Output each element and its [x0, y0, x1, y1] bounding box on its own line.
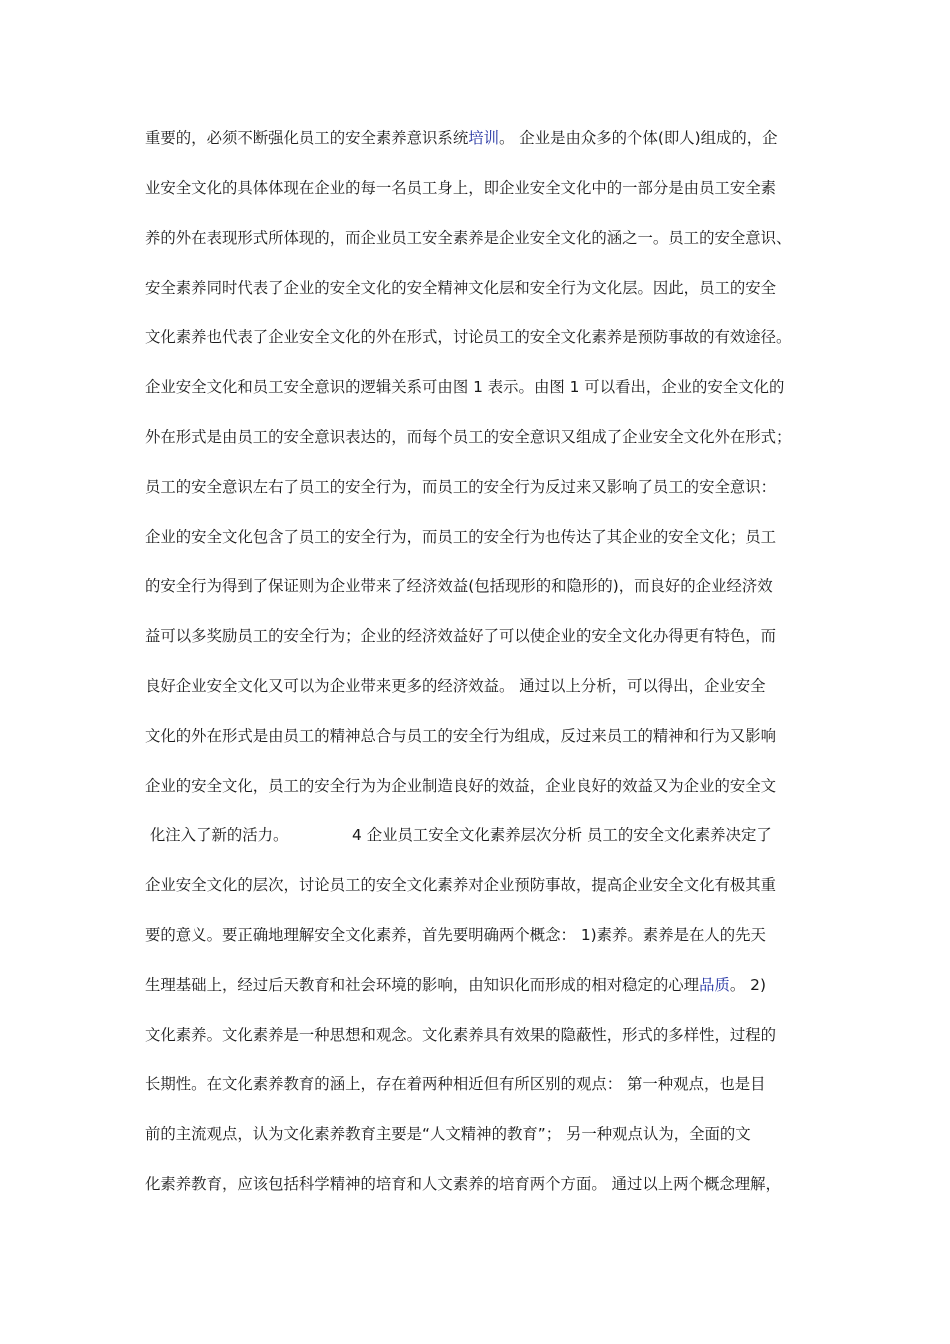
text-line: 化注入了新的活力。 4 企业员工安全文化素养层次分析 员工的安全文化素养决定了 [145, 826, 772, 844]
text-line: 企业安全文化的层次，讨论员工的安全文化素养对企业预防事故，提高企业安全文化有极其重 [145, 876, 777, 894]
text-line: 养的外在表现形式所体现的，而企业员工安全素养是企业安全文化的涵之一。员工的安全意识、 [145, 229, 792, 247]
text-segment: 。 企业是由众多的个体(即人)组成的，企 [499, 129, 778, 147]
text-line: 企业的安全文化，员工的安全行为为企业制造良好的效益，企业良好的效益又为企业的安全文 [145, 777, 777, 795]
text-line: 前的主流观点，认为文化素养教育主要是“人文精神的教育”； 另一种观点认为，全面的文 [145, 1125, 751, 1143]
text-line: 企业的安全文化包含了员工的安全行为，而员工的安全行为也传达了其企业的安全文化；员工 [145, 528, 777, 546]
text-line: 益可以多奖励员工的安全行为；企业的经济效益好了可以使企业的安全文化办得更有特色，而 [145, 627, 777, 645]
text-line: 长期性。在文化素养教育的涵上，存在着两种相近但有所区别的观点： 第一种观点，也是目 [145, 1075, 766, 1093]
text-line: 业安全文化的具体体现在企业的每一名员工身上，即企业安全文化中的一部分是由员工安全素 [145, 179, 777, 197]
text-line: 员工的安全意识左右了员工的安全行为，而员工的安全行为反过来又影响了员工的安全意识： [145, 478, 777, 496]
text-line: 文化的外在形式是由员工的精神总合与员工的安全行为组成，反过来员工的精神和行为又影响 [145, 727, 777, 745]
text-line [145, 975, 845, 995]
text-line: 文化素养。文化素养是一种思想和观念。文化素养具有效果的隐蔽性，形式的多样性，过程的 [145, 1026, 777, 1044]
text-line: 企业安全文化和员工安全意识的逻辑关系可由图 1 表示。由图 1 可以看出，企业的安全文化的 [145, 378, 785, 396]
link-quality[interactable]: 品质 [699, 976, 730, 994]
text-segment: 生理基础上，经过后天教育和社会环境的影响，由知识化而形成的相对稳定的心理 [145, 976, 700, 994]
text-line: 外在形式是由员工的安全意识表达的，而每个员工的安全意识又组成了企业安全文化外在形式； [145, 428, 792, 446]
link-training[interactable]: 培训 [468, 129, 500, 147]
text-line: 文化素养也代表了企业安全文化的外在形式，讨论员工的安全文化素养是预防事故的有效途径。 [145, 328, 792, 346]
text-line: 要的意义。要正确地理解安全文化素养，首先要明确两个概念： 1)素养。素养是在人的先天 [145, 926, 766, 944]
text-line [145, 128, 845, 148]
text-segment: 。 2) [729, 976, 766, 994]
text-line: 化素养教育，应该包括科学精神的培育和人文素养的培育两个方面。 通过以上两个概念理解， [145, 1175, 781, 1193]
text-line: 良好企业安全文化又可以为企业带来更多的经济效益。 通过以上分析，可以得出，企业安全 [145, 677, 766, 695]
text-segment: 重要的，必须不断强化员工的安全素养意识系统 [145, 129, 469, 147]
text-line: 安全素养同时代表了企业的安全文化的安全精神文化层和安全行为文化层。因此，员工的安全 [145, 279, 777, 297]
text-line: 的安全行为得到了保证则为企业带来了经济效益(包括现形的和隐形的)，而良好的企业经济效 [145, 577, 773, 595]
